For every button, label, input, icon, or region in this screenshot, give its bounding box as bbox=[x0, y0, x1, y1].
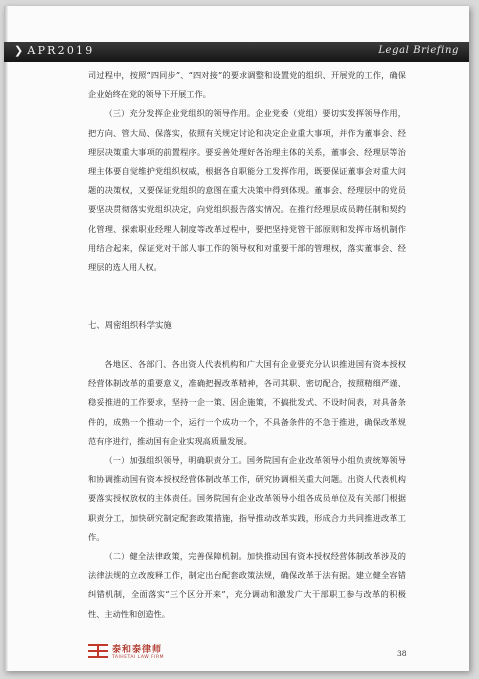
page-number: 38 bbox=[397, 649, 407, 658]
page-spine bbox=[4, 6, 8, 671]
header-bar bbox=[4, 42, 469, 62]
publication-tag: Legal Briefing bbox=[378, 45, 459, 56]
paragraph-implementation: 各地区、各部门、各出资人代表机构和广大国有企业要充分认识推进国有资本授权经营体制改革的重要意义，准确把握改革精神，各司其职、密切配合，按照精细严谨、稳妥推进的工作要求，坚持一企一策、因企施策，不搞批发式、不设时间表，对具备条件的，成熟一个推动一个，运行一个成功一个，不具备条件的不急于推进，确保改革规范有序进行，推动国有企业实现高质量发展。 bbox=[88, 359, 406, 446]
paragraph-legal-policy: （二）健全法律政策，完善保障机制。加快推动国有资本授权经营体制改革涉及的法律法规的立改废释工作，制定出台配套政策法规，确保改革于法有据。建立健全容错纠错机制，全面落实“三个区分开来”，充分调动和激发广大干部职工参与改革的积极性、主动性和创造性。 bbox=[88, 551, 406, 619]
bottom-text-block bbox=[88, 355, 406, 624]
paragraph-continued: 司过程中，按照“四同步”、“四对接”的要求调整和设置党的组织、开展党的工作，确保企业始终在党的领导下开展工作。 bbox=[88, 70, 406, 100]
chevron-right-icon: ❯ bbox=[14, 44, 26, 57]
paragraph-party-leadership: （三）充分发挥企业党组织的领导作用。企业党委（党组）要切实发挥领导作用，把方向、管大局、保落实，依照有关规定讨论和决定企业重大事项，并作为董事会、经理层决策重大事项的前置程序。要妥善处理好各治理主体的关系，董事会、经理层等治理主体要自觉维护党组织权威，根据各自职能分工发挥作用，既要保证董事会对重大问题的决策权，又要保证党组织的意图在重大决策中得到体现。董事会、经理层中的党员要坚决贯彻落实党组织决定，向党组织报告落实情况。在推行经理层成员聘任制和契约化管理、探索职业经理人制度等改革过程中，要把坚持党管干部原则和发挥市场机制作用结合起来，保证党对干部人事工作的领导权和对重要干部的管理权，落实董事会、经理层的选人用人权。 bbox=[88, 108, 406, 273]
logo-english-name: TAIHETAI LAW FIRM bbox=[112, 655, 165, 660]
paragraph-organization: （一）加强组织领导，明确职责分工。国务院国有企业改革领导小组负责统筹领导和协调推动国有资本授权经营体制改革工作，研究协调相关重大问题。出资人代表机构要落实授权放权的主体责任。国务院国有企业改革领导小组各成员单位及有关部门根据职责分工，加快研究制定配套政策措施，指导推动改革实践，形成合力共同推进改革工作。 bbox=[88, 455, 406, 542]
logo-chinese-name: 泰和泰律师 bbox=[112, 645, 163, 655]
issue-date-text: APR2019 bbox=[27, 44, 95, 57]
document-page bbox=[4, 6, 469, 671]
section-heading: 七、周密组织科学实施 bbox=[88, 320, 172, 330]
firm-logo-icon bbox=[88, 644, 108, 658]
issue-date bbox=[14, 44, 94, 57]
top-text-block bbox=[88, 66, 406, 277]
firm-logo bbox=[88, 642, 164, 660]
